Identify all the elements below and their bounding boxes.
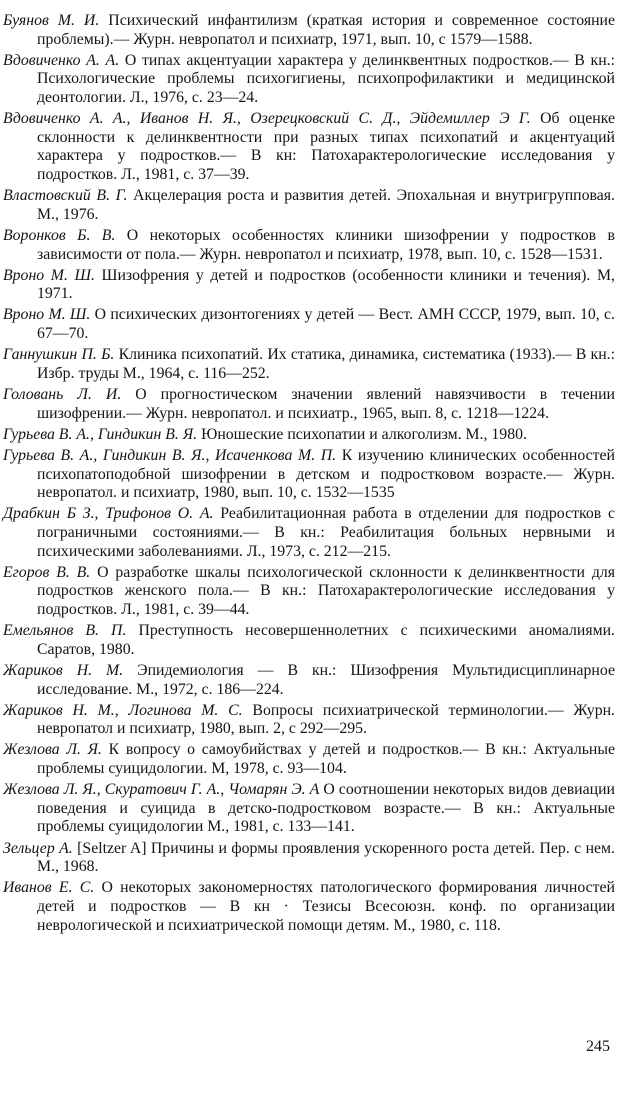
entry-text: Клиника психопатий. Их статика, динамика, систематика (1933).— В кн.: Избр. труды М., 1964, с. 116—252. bbox=[37, 346, 615, 382]
bibliography-entry bbox=[3, 840, 615, 877]
entry-text: К вопросу о самоубийствах у детей и подростков.— В кн.: Актуальные проблемы суицидологии. М, 1978, с. 93—104. bbox=[37, 741, 615, 778]
bibliography-entry bbox=[3, 781, 615, 837]
bibliography-entry bbox=[3, 879, 615, 935]
entry-author: Жезлова Л. Я. bbox=[3, 741, 102, 759]
bibliography-entry bbox=[3, 52, 615, 108]
entry-author: Драбкин Б З., Трифонов О. А. bbox=[3, 505, 214, 523]
bibliography-entry bbox=[3, 306, 615, 343]
bibliography-entry bbox=[3, 622, 615, 659]
bibliography-entry bbox=[3, 12, 615, 49]
entry-author: Егоров В. В. bbox=[3, 563, 91, 581]
entry-author: Ганнушкин П. Б. bbox=[3, 346, 115, 364]
bibliography-entry bbox=[3, 267, 615, 304]
bibliography-entry bbox=[3, 505, 615, 561]
entry-text: О некоторых закономерностях патологического формирования личностей детей и подростков — В кн · Тезисы Всесоюзн. конф. по организации неврологической и психиатрической помощи детям. М., 1980, с. 118. bbox=[37, 879, 615, 934]
bibliography-entry bbox=[3, 110, 615, 184]
entry-author: Властовский В. Г. bbox=[3, 187, 128, 205]
entry-text: Юношеские психопатии и алкоголизм. М., 1980. bbox=[201, 425, 527, 443]
entry-author: Емельянов В. П. bbox=[3, 622, 127, 640]
bibliography-list bbox=[3, 12, 615, 938]
entry-author: Головань Л. И. bbox=[3, 386, 122, 404]
entry-text: [Seltzer A] Причины и формы проявления ускоренного роста детей. Пер. с нем. М., 1968. bbox=[37, 839, 615, 876]
entry-author: Гурьева В. А., Гиндикин В. Я., Исаченкова М. П. bbox=[3, 447, 337, 464]
bibliography-entry bbox=[3, 426, 615, 445]
entry-text: Преступность несовершеннолетних с психическими аномалиями. Саратов, 1980. bbox=[37, 622, 615, 658]
page-number: 245 bbox=[586, 1038, 610, 1055]
entry-author: Жезлова Л. Я., Скуратович Г. А., Чомарян Э. А bbox=[3, 781, 320, 799]
entry-text: О некоторых особенностях клиники шизофрении у подростков в зависимости от пола.— Журн. невропатол и психиатр, 1978, вып. 10, с. 1528—1531. bbox=[37, 226, 615, 263]
entry-text: Шизофрения у детей и подростков (особенности клиники и течения). М, 1971. bbox=[37, 266, 615, 303]
entry-author: Буянов М. И. bbox=[3, 12, 100, 29]
bibliography-entry bbox=[3, 386, 615, 423]
entry-text: Психический инфантилизм (краткая история и современное состояние проблемы).— Журн. невропатол и психиатр, 1971, вып. 10, с 1579—1588. bbox=[37, 12, 616, 48]
bibliography-entry bbox=[3, 662, 615, 699]
bibliography-entry bbox=[3, 447, 615, 503]
bibliography-entry bbox=[3, 564, 615, 620]
entry-author: Воронков Б. В. bbox=[3, 226, 116, 244]
entry-text: О разработке шкалы психологической склонности к делинквентности для подростков женского пола.— В кн.: Патохарактерологические исследования у подростков. Л., 1981, с. 39—44. bbox=[37, 563, 616, 618]
bibliography-entry bbox=[3, 702, 615, 739]
entry-text: Об оценке склонности к делинквентности при разных типах психопатий и акцентуаций характера у подростков.— В кн: Патохарактерологические исследования у подростков. Л., 1981, с. 37—39. bbox=[37, 110, 616, 183]
bibliography-entry bbox=[3, 227, 615, 264]
entry-author: Гурьева В. А., Гиндикин В. Я. bbox=[3, 425, 198, 443]
entry-author: Вроно М. Ш. bbox=[3, 266, 95, 284]
bibliography-entry bbox=[3, 346, 615, 383]
entry-author: Жариков Н. М. bbox=[3, 661, 124, 679]
entry-author: Жариков Н. М., Логинова М. С. bbox=[3, 701, 243, 719]
entry-text: Вопросы психиатрической терминологии.— Журн. невропатол и психиатр, 1980, вып. 2, с 292—295. bbox=[37, 701, 615, 738]
entry-text: О типах акцентуации характера у делинквентных подростков.— В кн.: Психологические проблемы психогигиены, психопрофилактики и медицинской деонтологии. Л., 1976, с. 23—24. bbox=[37, 51, 615, 106]
entry-text: О психических дизонтогениях у детей — Вест. АМН СССР, 1979, вып. 10, с. 67—70. bbox=[37, 306, 615, 343]
entry-text: Эпидемиология — В кн.: Шизофрения Мультидисциплинарное исследование. М., 1972, с. 186—224. bbox=[37, 661, 615, 698]
entry-author: Иванов Е. С. bbox=[3, 879, 95, 897]
entry-text: О прогностическом значении явлений навязчивости в течении шизофрении.— Журн. невропатол. и психиатр., 1965, вып. 8, с. 1218—1224. bbox=[37, 386, 615, 422]
entry-author: Вдовиченко А. А. bbox=[3, 51, 120, 69]
entry-text: О соотношении некоторых видов девиации поведения и суицида в детско-подростковом возрасте.— В кн.: Актуальные проблемы суицидологии М., 1981, с. 133—141. bbox=[37, 781, 615, 836]
entry-author: Вроно М. Ш. bbox=[3, 306, 91, 324]
bibliography-entry bbox=[3, 187, 615, 224]
entry-text: Акцелерация роста и развития детей. Эпохальная и внутригрупповая. М., 1976. bbox=[37, 187, 615, 223]
bibliography-entry bbox=[3, 741, 615, 778]
entry-text: К изучению клинических особенностей психопатоподобной шизофрении в детском и подростковом возрасте.— Журн. невропатол. и психиатр, 1980, вып. 10, с. 1532—1535 bbox=[37, 447, 616, 502]
entry-author: Вдовиченко А. А., Иванов Н. Я., Озерецковский С. Д., Эйдемиллер Э Г. bbox=[3, 110, 531, 128]
entry-author: Зельцер А. bbox=[3, 839, 73, 857]
entry-text: Реабилитационная работа в отделении для подростков с пограничными состояниями.— В кн.: Реабилитация больных нервными и психическими заболеваниями. Л., 1973, с. 212—215. bbox=[37, 505, 616, 560]
